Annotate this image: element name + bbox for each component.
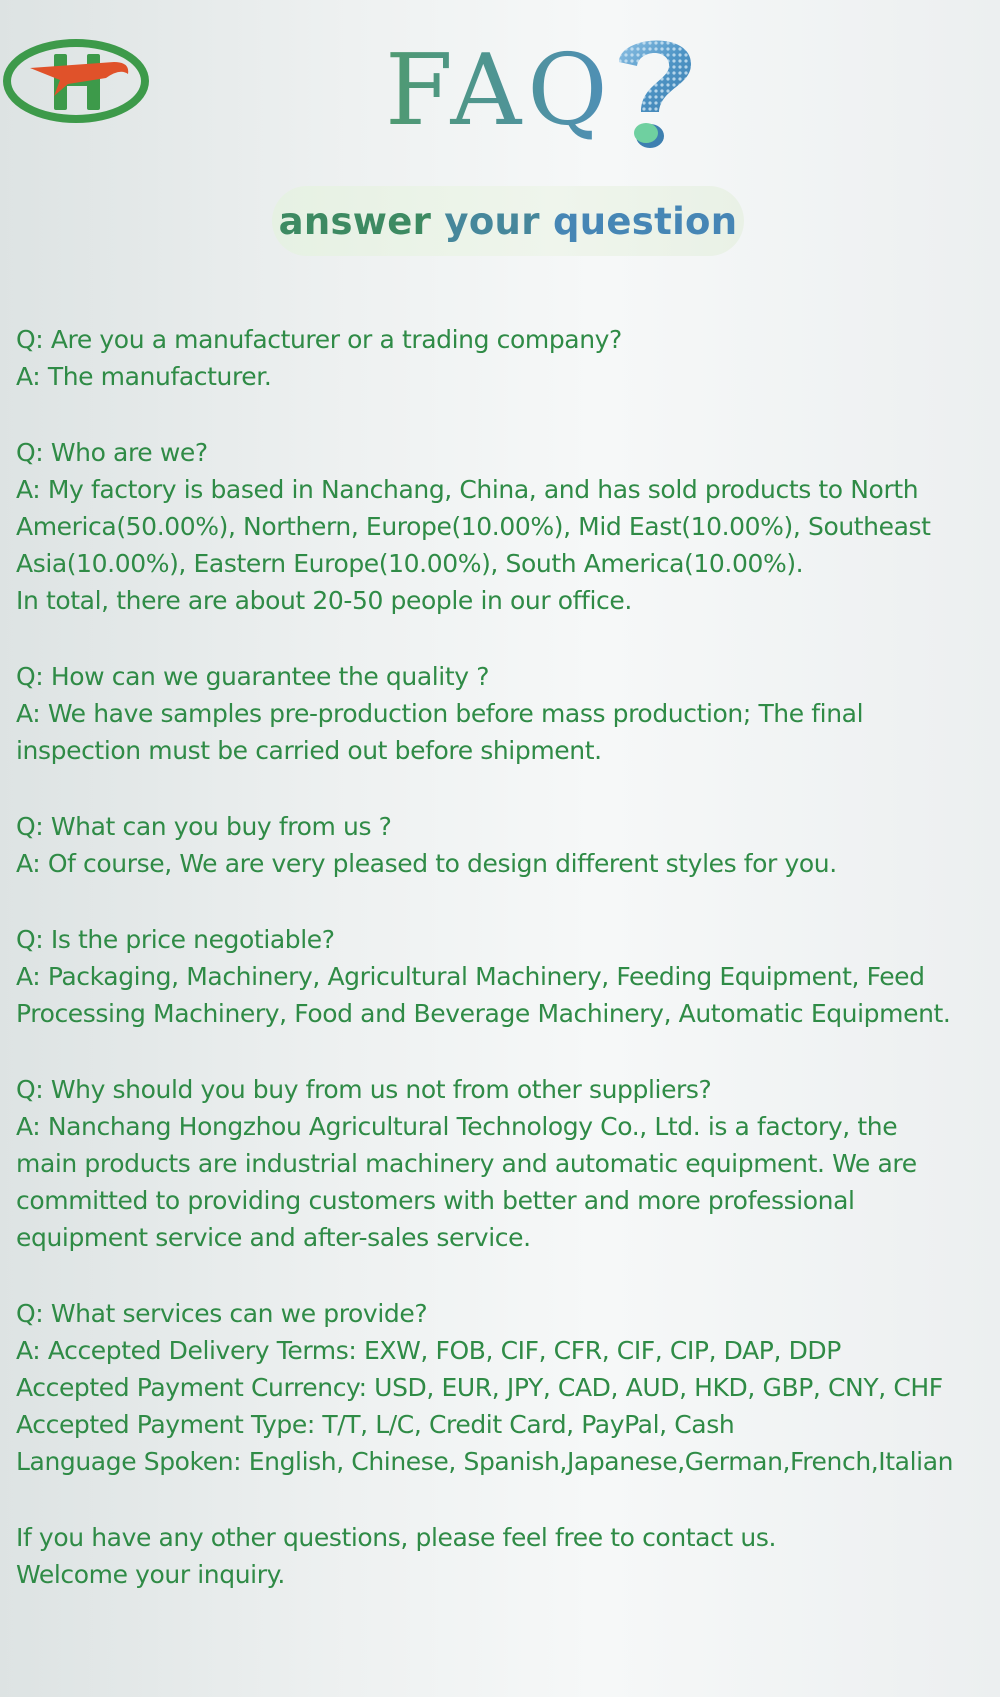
faq-answer-line: A: We have samples pre-production before mass production; The final: [16, 699, 864, 728]
faq-answer-line: equipment service and after-sales service.: [16, 1223, 531, 1252]
faq-question: Q: Who are we?: [16, 438, 208, 467]
faq-question: Q: What services can we provide?: [16, 1299, 428, 1328]
faq-question: Q: Is the price negotiable?: [16, 925, 335, 954]
faq-item: [16, 808, 996, 882]
faq-answer-line: A: My factory is based in Nanchang, China, and has sold products to North: [16, 475, 919, 504]
faq-answer-line: Language Spoken: English, Chinese, Spanish,Japanese,German,French,Italian: [16, 1447, 954, 1476]
faq-answer-line: main products are industrial machinery and automatic equipment. We are: [16, 1149, 917, 1178]
company-logo-icon: [2, 38, 150, 124]
faq-item: [16, 1071, 996, 1256]
closing-line: Welcome your inquiry.: [16, 1560, 285, 1589]
page-title: FAQ: [385, 34, 614, 148]
question-mark-icon: [605, 28, 700, 158]
faq-answer-line: committed to providing customers with better and more professional: [16, 1186, 855, 1215]
faq-question: Q: How can we guarantee the quality ?: [16, 662, 490, 691]
faq-item: [16, 658, 996, 769]
faq-question: Q: What can you buy from us ?: [16, 812, 392, 841]
closing-line: If you have any other questions, please feel free to contact us.: [16, 1523, 776, 1552]
subtitle-word: your: [444, 199, 540, 243]
faq-item: [16, 1295, 996, 1480]
faq-answer-line: A: Nanchang Hongzhou Agricultural Technology Co., Ltd. is a factory, the: [16, 1112, 898, 1141]
subtitle-word: answer: [278, 199, 432, 243]
faq-answer-line: Asia(10.00%), Eastern Europe(10.00%), South America(10.00%).: [16, 549, 804, 578]
faq-answer-line: A: Of course, We are very pleased to design different styles for you.: [16, 849, 837, 878]
faq-answer-line: A: The manufacturer.: [16, 362, 272, 391]
faq-answer-line: America(50.00%), Northern, Europe(10.00%), Mid East(10.00%), Southeast: [16, 512, 931, 541]
subtitle-badge: [272, 186, 744, 256]
closing-note: [16, 1519, 996, 1593]
faq-answer-line: Accepted Payment Type: T/T, L/C, Credit Card, PayPal, Cash: [16, 1410, 735, 1439]
faq-answer-line: A: Accepted Delivery Terms: EXW, FOB, CIF, CFR, CIF, CIP, DAP, DDP: [16, 1336, 841, 1365]
faq-answer-line: In total, there are about 20-50 people in our office.: [16, 586, 632, 615]
faq-question: Q: Are you a manufacturer or a trading company?: [16, 325, 622, 354]
faq-item: [16, 921, 996, 1032]
faq-answer-line: Accepted Payment Currency: USD, EUR, JPY, CAD, AUD, HKD, GBP, CNY, CHF: [16, 1373, 943, 1402]
faq-answer-line: Processing Machinery, Food and Beverage Machinery, Automatic Equipment.: [16, 999, 951, 1028]
faq-answer-line: A: Packaging, Machinery, Agricultural Machinery, Feeding Equipment, Feed: [16, 962, 925, 991]
faq-answer-line: inspection must be carried out before shipment.: [16, 736, 602, 765]
faq-question: Q: Why should you buy from us not from other suppliers?: [16, 1075, 712, 1104]
faq-list: [16, 321, 996, 1593]
faq-item: [16, 321, 996, 395]
faq-item: [16, 434, 996, 619]
subtitle-word: question: [552, 199, 738, 243]
